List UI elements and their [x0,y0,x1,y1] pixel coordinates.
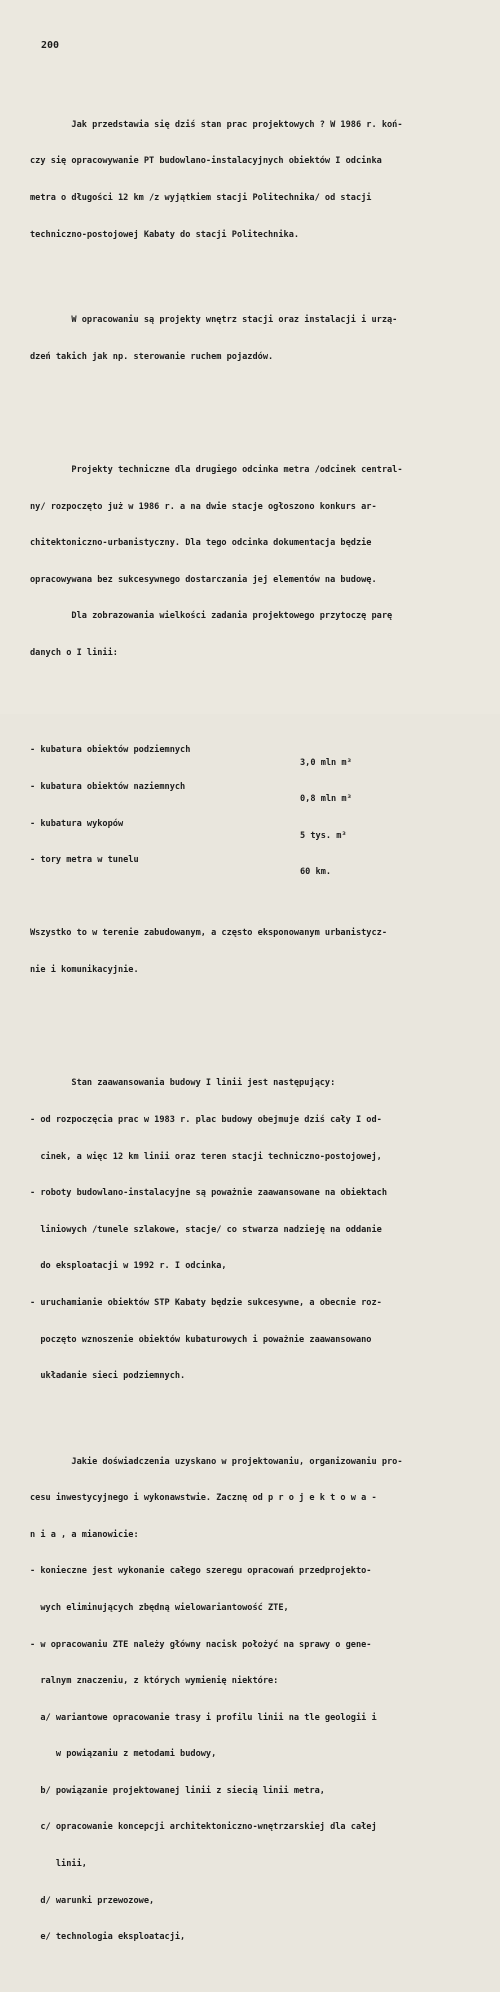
text-line: Dla zobrazowania wielkości zadania projektowego przytoczę parę [30,611,393,622]
text-line: nie i komunikacyjnie. [30,965,139,976]
text-line: układanie sieci podziemnych. [30,1371,186,1382]
text-line: - w opracowaniu ZTE należy główny nacisk położyć na sprawy o gene- [30,1639,372,1650]
paragraph-2 [30,290,480,388]
stats-list [30,708,480,879]
text-line: chitektoniczno-urbanistyczny. Dla tego odcinka dokumentacja będzie [30,538,372,549]
text-line: cinek, a więc 12 km linii oraz teren stacji techniczno-postojowej, [30,1151,382,1162]
text-line: - od rozpoczęcia prac w 1983 r. plac budowy obejmuje dziś cały I od- [30,1114,382,1125]
stat-value: 3,0 mln m³ [300,757,352,768]
stats-row [30,732,480,768]
text-line: Stan zaawansowania budowy I linii jest następujący: [30,1078,336,1089]
text-line: b/ powiązanie projektowanej linii z siecią linii metra, [30,1785,325,1796]
text-line: linii, [30,1859,87,1870]
text-line: c/ opracowanie koncepcji architektoniczno-wnętrzarskiej dla całej [30,1822,377,1833]
text-line: a/ wariantowe opracowanie trasy i profilu linii na tle geologii i [30,1712,377,1723]
stat-label: - tory metra w tunelu [30,855,139,866]
stat-value: 0,8 mln m³ [300,794,352,805]
stats-row [30,805,480,841]
text-line: wych eliminujących zbędną wielowariantowość ZTE, [30,1602,289,1613]
stat-value: 60 km. [300,867,332,878]
paragraph-4 [30,903,480,1001]
text-line: danych o I linii: [30,647,118,658]
text-line: Jak przedstawia się dziś stan prac projektowych ? W 1986 r. koń- [30,119,403,130]
text-line: e/ technologia eksploatacji, [30,1932,186,1943]
text-line: czy się opracowywanie PT budowlano-instalacyjnych obiektów I odcinka [30,156,382,167]
text-line: Wszystko to w terenie zabudowanym, a często eksponowanym urbanistycz- [30,928,387,939]
stat-label: - kubatura obiektów naziemnych [30,782,186,793]
text-line: - roboty budowlano-instalacyjne są poważnie zaawansowane na obiektach [30,1188,387,1199]
stat-label: - kubatura wykopów [30,818,124,829]
text-line: opracowywana bez sukcesywnego dostarczania jej elementów na budowę. [30,574,377,585]
paragraph-3 [30,440,480,684]
text-line: n i a , a mianowicie: [30,1529,139,1540]
text-line: dzeń takich jak np. sterowanie ruchem pojazdów. [30,351,274,362]
stats-row [30,842,480,878]
text-line: d/ warunki przewozowe, [30,1895,155,1906]
page-number: 200 [41,40,60,51]
text-line: w powiązaniu z metodami budowy, [30,1749,217,1760]
stat-value: 5 tys. m³ [300,830,347,841]
paragraph-6 [30,1431,480,1968]
text-line: Projekty techniczne dla drugiego odcinka metra /odcinek central- [30,464,403,475]
text-line: - uruchamianie obiektów STP Kabaty będzie sukcesywne, a obecnie roz- [30,1297,382,1308]
text-line: - konieczne jest wykonanie całego szeregu opracowań przedprojekto- [30,1566,372,1577]
body-text [30,70,480,1992]
stat-label: - kubatura obiektów podziemnych [30,745,191,756]
text-line: liniowych /tunele szlakowe, stacje/ co stwarza nadzieję na oddanie [30,1224,382,1235]
text-line: poczęto wznoszenie obiektów kubaturowych i poważnie zaawansowano [30,1334,372,1345]
text-line: ny/ rozpoczęto już w 1986 r. a na dwie stacje ogłoszono konkurs ar- [30,501,377,512]
stats-row [30,769,480,805]
paragraph-1 [30,94,480,265]
text-line: W opracowaniu są projekty wnętrz stacji oraz instalacji i urzą- [30,315,398,325]
text-line: ralnym znaczeniu, z których wymienię niektóre: [30,1676,279,1687]
text-line: do eksploatacji w 1992 r. I odcinka, [30,1261,227,1272]
text-line: metra o długości 12 km /z wyjątkiem stacji Politechnika/ od stacji [30,193,372,203]
text-line: Jakie doświadczenia uzyskano w projektowaniu, organizowaniu pro- [30,1456,403,1467]
text-line: cesu inwestycyjnego i wykonawstwie. Zacznę od p r o j e k t o w a - [30,1493,377,1504]
paragraph-5 [30,1053,480,1407]
text-line: techniczno-postojowej Kabaty do stacji Politechnika. [30,229,300,240]
